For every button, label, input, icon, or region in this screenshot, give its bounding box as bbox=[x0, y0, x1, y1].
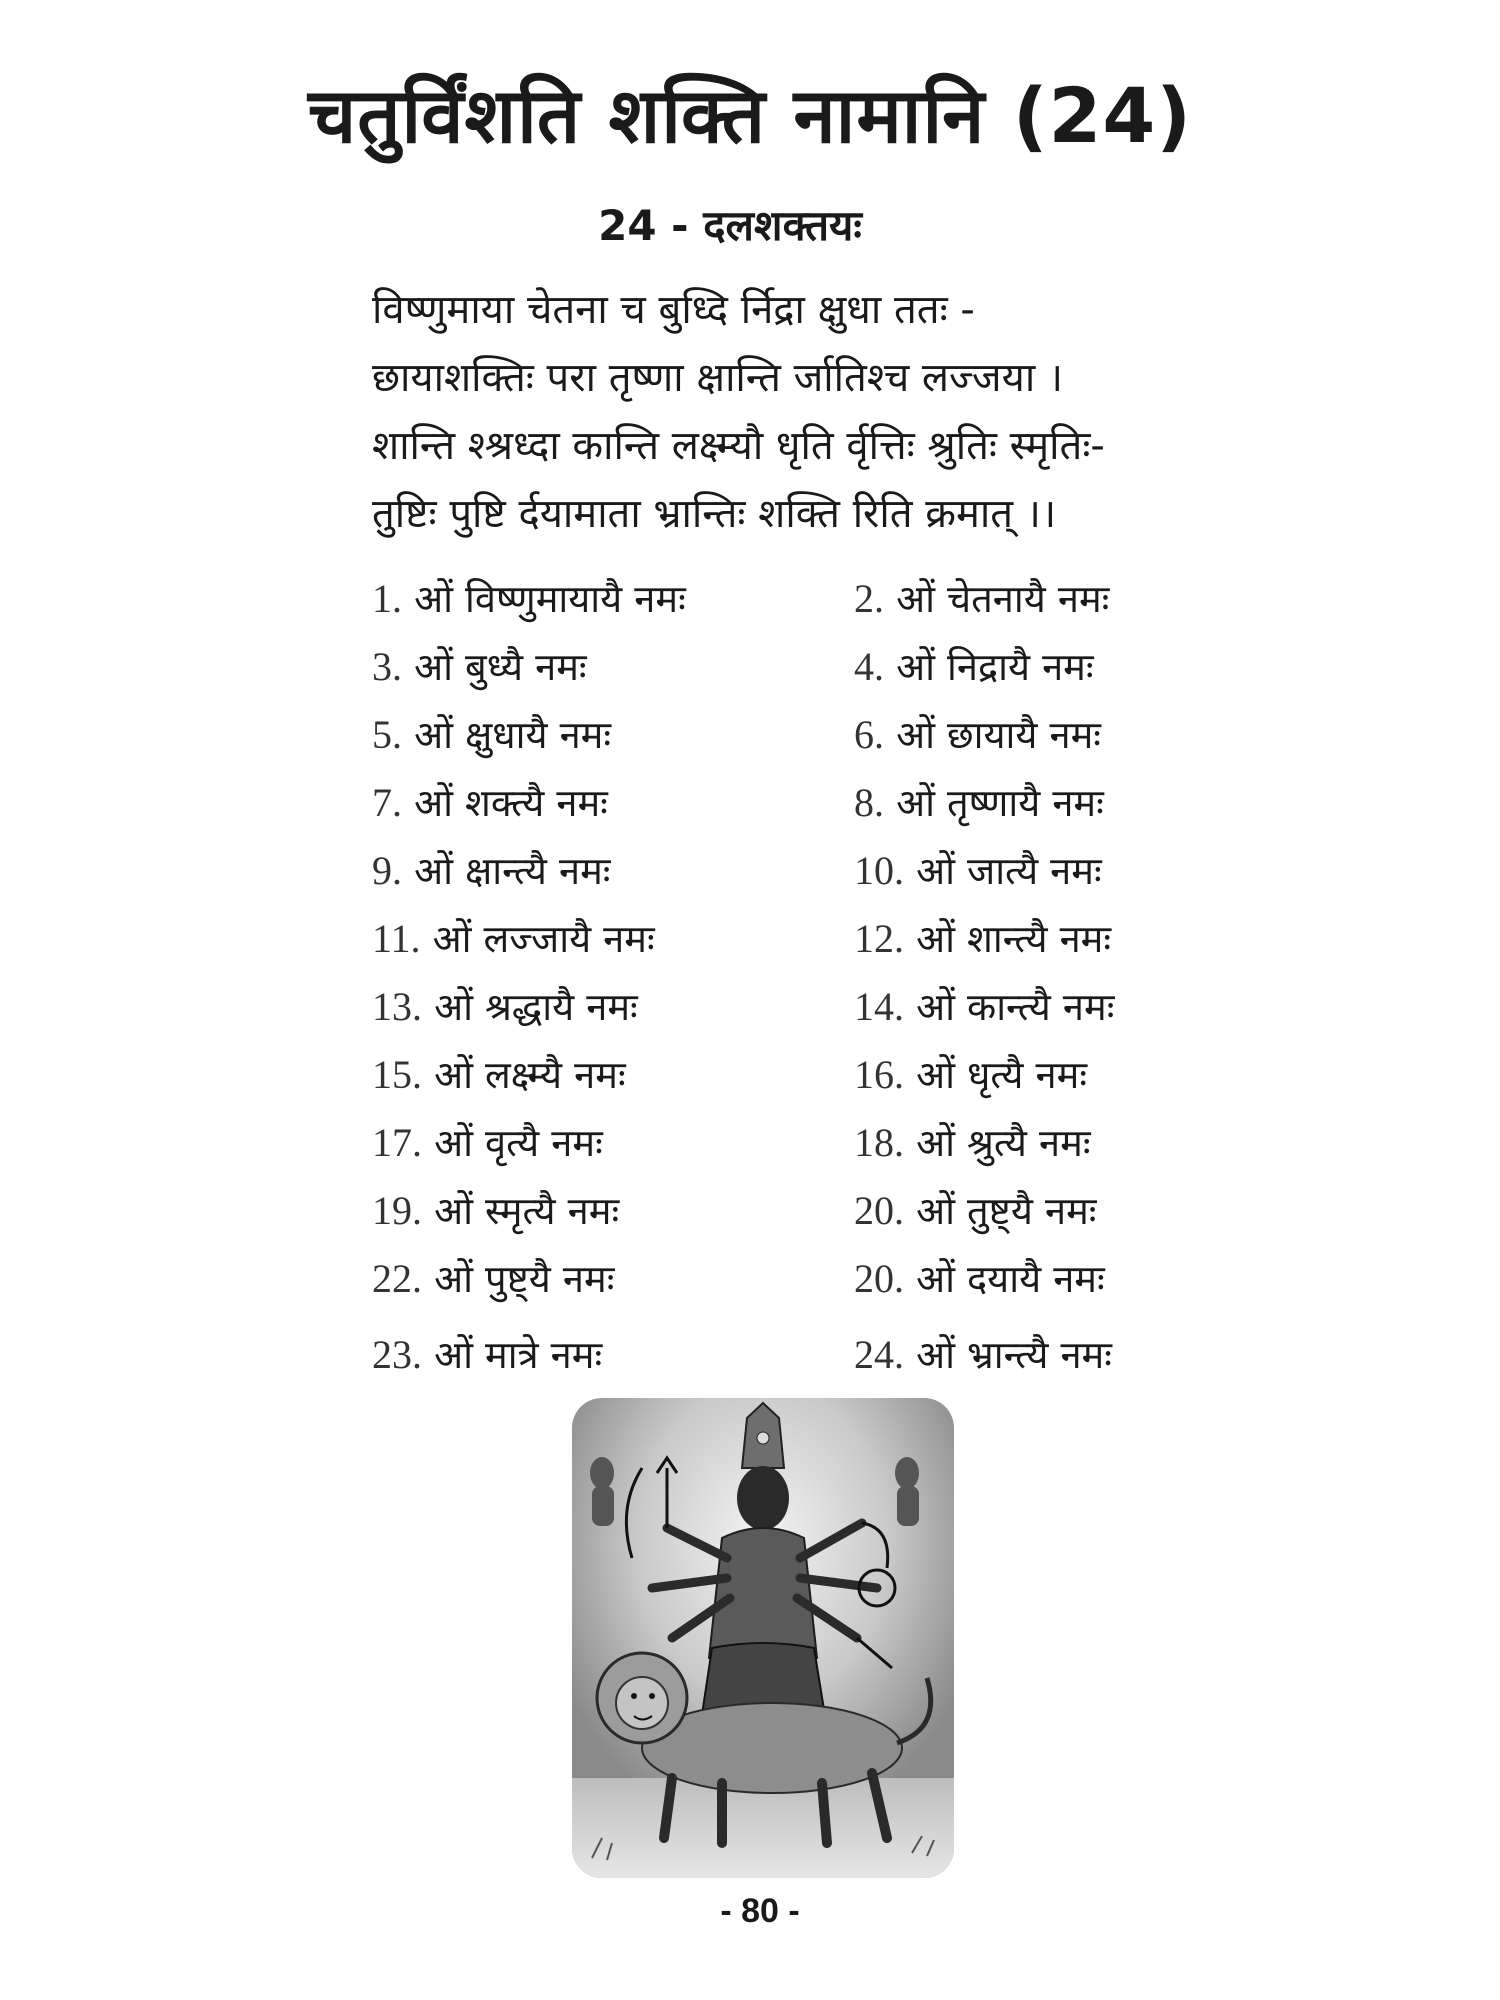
name-number: 14. bbox=[854, 984, 904, 1029]
name-item bbox=[854, 980, 1114, 1034]
name-item bbox=[372, 708, 611, 762]
name-item bbox=[372, 844, 610, 898]
name-text: ओं जात्यै नमः bbox=[916, 849, 1102, 893]
name-text: ओं पुष्ट्यै नमः bbox=[434, 1257, 615, 1301]
name-item bbox=[854, 640, 1094, 694]
name-item bbox=[372, 572, 686, 626]
name-number: 10. bbox=[854, 848, 904, 893]
name-text: ओं धृत्यै नमः bbox=[916, 1053, 1088, 1097]
name-number: 18. bbox=[854, 1120, 904, 1165]
name-text: ओं शक्त्यै नमः bbox=[414, 781, 608, 825]
names-row bbox=[372, 980, 1172, 1048]
verse-line-1: विष्णुमाया चेतना च बुध्दि र्निद्रा क्षुधा ततः - bbox=[372, 287, 975, 333]
name-number: 16. bbox=[854, 1052, 904, 1097]
name-item bbox=[854, 1048, 1087, 1102]
page-number: - 80 - bbox=[720, 1892, 800, 1930]
name-text: ओं तृष्णायै नमः bbox=[896, 781, 1104, 825]
name-item bbox=[372, 1048, 626, 1102]
name-number: 4. bbox=[854, 644, 884, 689]
name-text: ओं बुध्यै नमः bbox=[414, 645, 587, 689]
name-item bbox=[854, 912, 1111, 966]
names-row bbox=[372, 776, 1172, 844]
name-text: ओं छायायै नमः bbox=[896, 713, 1101, 757]
names-row bbox=[372, 1184, 1172, 1252]
name-text: ओं श्रद्धायै नमः bbox=[434, 985, 638, 1029]
names-row bbox=[372, 708, 1172, 776]
verse-line-4: तुष्टिः पुष्टि र्दयामाता भ्रान्तिः शक्ति रिति क्रमात् ।। bbox=[372, 491, 1057, 537]
name-text: ओं शान्त्यै नमः bbox=[916, 917, 1112, 961]
name-text: ओं लज्जायै नमः bbox=[432, 917, 655, 961]
goddess-illustration bbox=[572, 1398, 954, 1878]
name-text: ओं चेतनायै नमः bbox=[896, 577, 1110, 621]
name-item bbox=[854, 1184, 1096, 1238]
name-item bbox=[854, 1328, 1112, 1382]
names-row bbox=[372, 1252, 1172, 1320]
name-text: ओं वृत्यै नमः bbox=[434, 1121, 603, 1165]
name-item bbox=[854, 1116, 1091, 1170]
names-row bbox=[372, 1116, 1172, 1184]
name-text: ओं क्षुधायै नमः bbox=[414, 713, 612, 757]
name-number: 6. bbox=[854, 712, 884, 757]
name-number: 23. bbox=[372, 1332, 422, 1377]
name-text: ओं श्रुत्यै नमः bbox=[916, 1121, 1091, 1165]
name-number: 9. bbox=[372, 848, 402, 893]
name-text: ओं लक्ष्म्यै नमः bbox=[434, 1053, 626, 1097]
verse-block bbox=[372, 276, 1432, 548]
names-list bbox=[372, 572, 1172, 1396]
name-item bbox=[854, 572, 1109, 626]
name-number: 20. bbox=[854, 1188, 904, 1233]
name-item bbox=[372, 1184, 619, 1238]
name-item bbox=[854, 844, 1102, 898]
name-item bbox=[854, 708, 1101, 762]
section-subtitle: 24 - दलशक्तयः bbox=[598, 201, 862, 250]
name-number: 19. bbox=[372, 1188, 422, 1233]
name-text: ओं भ्रान्त्यै नमः bbox=[916, 1333, 1112, 1377]
names-row bbox=[372, 572, 1172, 640]
name-item bbox=[372, 776, 608, 830]
name-number: 5. bbox=[372, 712, 402, 757]
names-row bbox=[372, 640, 1172, 708]
name-number: 3. bbox=[372, 644, 402, 689]
name-number: 24. bbox=[854, 1332, 904, 1377]
name-number: 22. bbox=[372, 1256, 422, 1301]
face-shape bbox=[737, 1466, 789, 1530]
names-row bbox=[372, 912, 1172, 980]
name-item bbox=[854, 1252, 1105, 1306]
name-number: 8. bbox=[854, 780, 884, 825]
name-item bbox=[372, 1116, 603, 1170]
name-number: 12. bbox=[854, 916, 904, 961]
names-row bbox=[372, 1328, 1172, 1396]
name-text: ओं स्मृत्यै नमः bbox=[434, 1189, 620, 1233]
name-item bbox=[372, 1328, 602, 1382]
name-item bbox=[372, 912, 655, 966]
name-text: ओं दयायै नमः bbox=[916, 1257, 1105, 1301]
name-number: 15. bbox=[372, 1052, 422, 1097]
name-item bbox=[854, 776, 1104, 830]
name-number: 2. bbox=[854, 576, 884, 621]
name-number: 17. bbox=[372, 1120, 422, 1165]
names-row bbox=[372, 844, 1172, 912]
names-row bbox=[372, 1048, 1172, 1116]
name-number: 13. bbox=[372, 984, 422, 1029]
name-text: ओं तुष्ट्यै नमः bbox=[916, 1189, 1097, 1233]
verse-line-3: शान्ति श्श्रध्दा कान्ति लक्ष्म्यौ धृति र्वृत्तिः श्रुतिः स्मृतिः- bbox=[372, 423, 1105, 469]
name-text: ओं क्षान्त्यै नमः bbox=[414, 849, 611, 893]
goddess-drawing bbox=[572, 1398, 954, 1878]
name-text: ओं कान्त्यै नमः bbox=[916, 985, 1115, 1029]
name-item bbox=[372, 980, 638, 1034]
name-number: 1. bbox=[372, 576, 402, 621]
name-item bbox=[372, 640, 587, 694]
name-item bbox=[372, 1252, 614, 1306]
name-number: 20. bbox=[854, 1256, 904, 1301]
name-text: ओं विष्णुमायायै नमः bbox=[414, 577, 686, 621]
name-number: 11. bbox=[372, 916, 421, 961]
name-text: ओं मात्रे नमः bbox=[434, 1333, 603, 1377]
name-text: ओं निद्रायै नमः bbox=[896, 645, 1094, 689]
name-number: 7. bbox=[372, 780, 402, 825]
page-title: चतुर्विंशति शक्ति नामानि (24) bbox=[307, 71, 1193, 160]
verse-line-2: छायाशक्तिः परा तृष्णा क्षान्ति र्जातिश्च लज्जया । bbox=[372, 355, 1064, 401]
